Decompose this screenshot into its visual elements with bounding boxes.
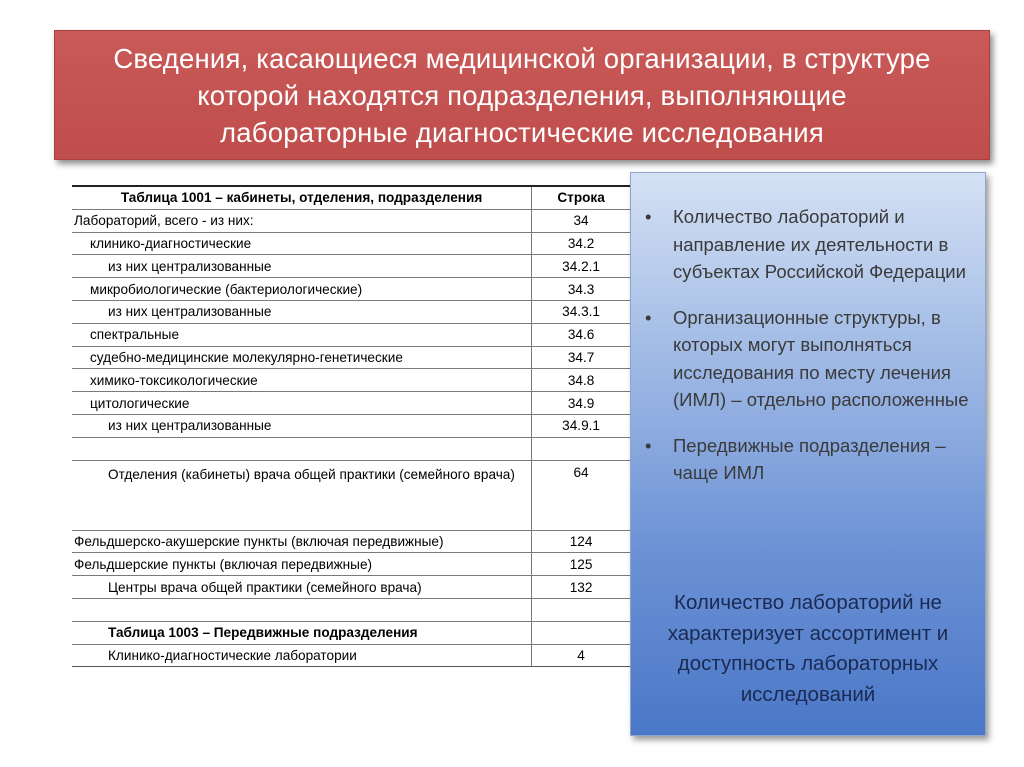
row-code: 34.6 xyxy=(532,323,630,346)
list-item xyxy=(645,304,975,414)
table-row xyxy=(72,346,630,369)
row-name: из них централизованные xyxy=(72,255,532,278)
row-code: 34.3 xyxy=(532,278,630,301)
table-row xyxy=(72,414,630,437)
table-row xyxy=(72,460,630,530)
bullet-text: Количество лабораторий и направление их деятельности в субъектах Российской Федерации xyxy=(673,206,966,282)
table-row-empty xyxy=(72,598,630,621)
row-name: микробиологические (бактериологические) xyxy=(72,278,532,301)
row-code: 64 xyxy=(532,460,630,530)
row-name: Фельдшерско-акушерские пункты (включая передвижные) xyxy=(72,530,532,553)
row-name: спектральные xyxy=(72,323,532,346)
row-name: клинико-диагностические xyxy=(72,232,532,255)
table-row xyxy=(72,530,630,553)
row-name-text: Отделения (кабинеты) врача общей практики (семейного врача) xyxy=(108,466,515,482)
row-name: из них централизованные xyxy=(72,300,532,323)
row-name: цитологические xyxy=(72,392,532,415)
row-code: 4 xyxy=(532,644,630,667)
table-row-empty xyxy=(72,437,630,460)
table-header-row xyxy=(72,186,630,209)
title-line-1: Сведения, касающиеся медицинской организации, в структуре xyxy=(113,42,931,74)
bullet-icon: • xyxy=(645,434,652,456)
row-code xyxy=(532,437,630,460)
row-name xyxy=(72,598,532,621)
title-line-2: которой находятся подразделения, выполняющие xyxy=(197,79,847,111)
row-name: судебно-медицинские молекулярно-генетические xyxy=(72,346,532,369)
header-code-cell: Строка xyxy=(532,186,630,209)
table-row xyxy=(72,300,630,323)
list-item xyxy=(645,432,975,487)
row-name: Фельдшерские пункты (включая передвижные) xyxy=(72,553,532,576)
table-row xyxy=(72,576,630,599)
bullet-icon: • xyxy=(645,206,652,227)
lab-report-table xyxy=(72,185,630,667)
bullet-text: Организационные структуры, в которых могут выполняться исследования по месту лечения (ИМЛ) – отдельно расположенные xyxy=(673,306,969,410)
bullet-text: Передвижные подразделения – чаще ИМЛ xyxy=(673,434,946,483)
row-name: Центры врача общей практики (семейного врача) xyxy=(72,576,532,599)
row-name: химико-токсикологические xyxy=(72,369,532,392)
bullet-icon: • xyxy=(645,306,652,328)
table-section-header xyxy=(72,621,630,644)
table-row xyxy=(72,255,630,278)
row-code: 34.2 xyxy=(532,232,630,255)
slide-title xyxy=(54,30,990,160)
row-code xyxy=(532,598,630,621)
table-row xyxy=(72,323,630,346)
table-row xyxy=(72,644,630,667)
title-line-3: лабораторные диагностические исследования xyxy=(220,116,824,148)
row-name: Таблица 1003 – Передвижные подразделения xyxy=(72,621,532,644)
table-row xyxy=(72,369,630,392)
row-code: 34.8 xyxy=(532,369,630,392)
row-code: 34 xyxy=(532,209,630,232)
table-row xyxy=(72,553,630,576)
row-name xyxy=(72,460,532,530)
list-item xyxy=(645,203,975,286)
row-code xyxy=(532,621,630,644)
row-code: 34.7 xyxy=(532,346,630,369)
table-row xyxy=(72,209,630,232)
row-name: из них централизованные xyxy=(72,414,532,437)
row-code: 132 xyxy=(532,576,630,599)
row-code: 34.2.1 xyxy=(532,255,630,278)
table-row xyxy=(72,278,630,301)
table-row xyxy=(72,232,630,255)
row-code: 124 xyxy=(532,530,630,553)
row-code: 125 xyxy=(532,553,630,576)
row-name: Лабораторий, всего - из них: xyxy=(72,209,532,232)
summary-panel xyxy=(630,172,986,736)
row-name: Клинико-диагностические лаборатории xyxy=(72,644,532,667)
row-code: 34.9.1 xyxy=(532,414,630,437)
row-name xyxy=(72,437,532,460)
table-row xyxy=(72,392,630,415)
summary-bullet-list xyxy=(645,203,975,505)
row-code: 34.9 xyxy=(532,392,630,415)
header-name-cell: Таблица 1001 – кабинеты, отделения, подразделения xyxy=(72,186,532,209)
conclusion-text: Количество лабораторий не характеризует ассортимент и доступность лабораторных исследований xyxy=(667,591,949,706)
row-code: 34.3.1 xyxy=(532,300,630,323)
